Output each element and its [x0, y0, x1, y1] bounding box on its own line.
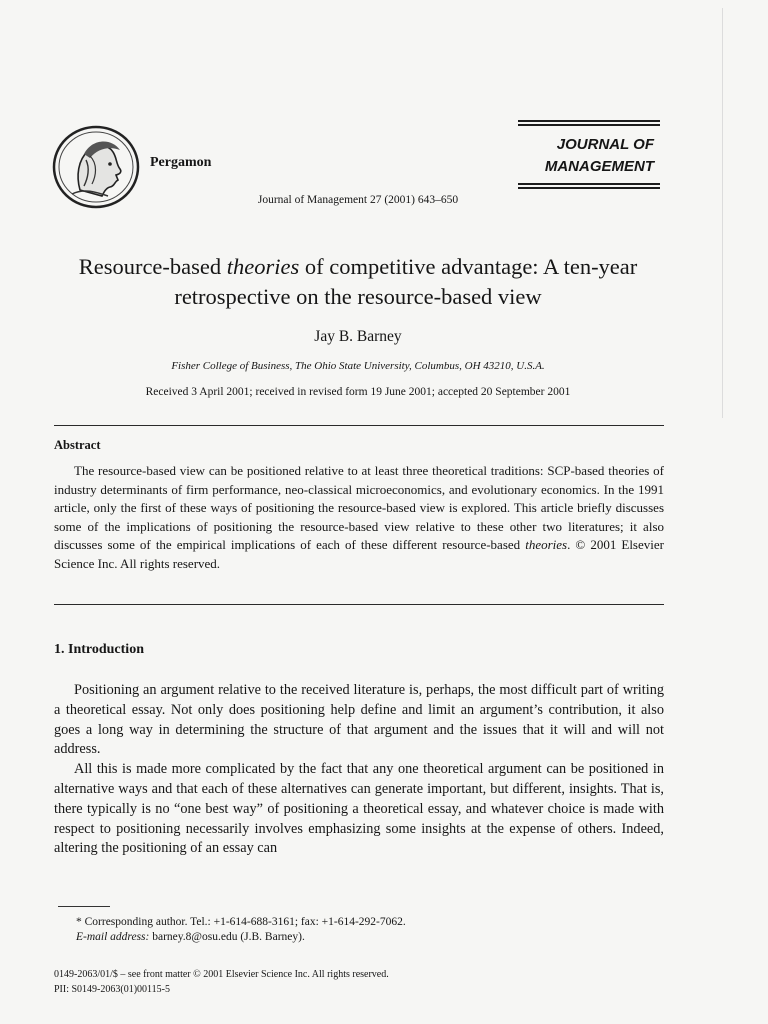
footnote-contact: * Corresponding author. Tel.: +1-614-688-3161; fax: +1-614-292-7062. — [76, 916, 406, 928]
title-emphasis: theories — [226, 254, 300, 279]
corresponding-author-footnote — [76, 915, 406, 945]
footnote-rule — [58, 906, 110, 907]
received-dates: Received 3 April 2001; received in revised form 19 June 2001; accepted 20 September 2001 — [145, 386, 571, 398]
divider-top — [54, 425, 664, 426]
journal-name-line1: JOURNAL OF — [556, 136, 654, 153]
issn-line: 0149-2063/01/$ – see front matter © 2001 Elsevier Science Inc. All rights reserved. — [54, 969, 389, 980]
title-part1: Resource-based — [78, 254, 227, 279]
footnote-email — [76, 930, 406, 945]
article-identifiers — [54, 967, 389, 997]
divider-bottom — [54, 604, 664, 605]
journal-masthead — [518, 118, 660, 200]
email-label: E-mail address: — [76, 931, 150, 943]
abstract-text — [54, 462, 664, 573]
body-paragraph: All this is made more complicated by the fact that any one theoretical argument can be positioned in alternative ways and that each of these alternatives can generate important, but different, insights. That is, there typically is no “one best way” of positioning a theoretical essay, and whatever choice is made with respect to positioning necessarily involves emphasizing some insights at the expense of others. Indeed, altering the positioning of an essay can — [54, 761, 664, 857]
journal-citation: Journal of Management 27 (2001) 643–650 — [257, 194, 459, 206]
scan-edge-line — [722, 8, 723, 418]
email-value: barney.8@osu.edu (J.B. Barney). — [149, 931, 305, 943]
publisher-name: Pergamon — [150, 155, 212, 170]
article-title — [50, 252, 666, 312]
abstract-heading: Abstract — [54, 438, 101, 452]
abstract-part2: . © 2001 Elsevier Science Inc. All rights reserved. — [54, 537, 664, 571]
abstract-emphasis: theories — [525, 537, 568, 552]
section-heading-introduction: 1. Introduction — [54, 642, 144, 657]
author-name: Jay B. Barney — [314, 328, 402, 345]
pii-line: PII: S0149-2063(01)00115-5 — [54, 984, 171, 995]
abstract-part1: The resource-based view can be positioned relative to at least three theoretical traditions: SCP-based theories of industry determinants of firm performance, neo-classical microeconomics, and evolutionary economics. In the 1991 article, only the first of these ways of positioning the resource-based view is explored. This article briefly discusses some of the implications of positioning the resource-based view relative to these other two literatures; it also discusses some of the empirical implications of each of these different resource-based — [54, 463, 664, 552]
introduction-body — [54, 681, 664, 859]
body-paragraph: Positioning an argument relative to the received literature is, perhaps, the most difficult part of writing a theoretical essay. Not only does positioning help define and limit an argument’s contribution, it also goes a long way in determining the structure of that argument and the issues that it will and will not address. — [54, 682, 664, 758]
title-part2: of competitive advantage: A ten-year retrospective on the resource-based view — [174, 254, 638, 309]
journal-name-line2: MANAGEMENT — [544, 158, 654, 175]
author-affiliation: Fisher College of Business, The Ohio State University, Columbus, OH 43210, U.S.A. — [171, 360, 545, 372]
